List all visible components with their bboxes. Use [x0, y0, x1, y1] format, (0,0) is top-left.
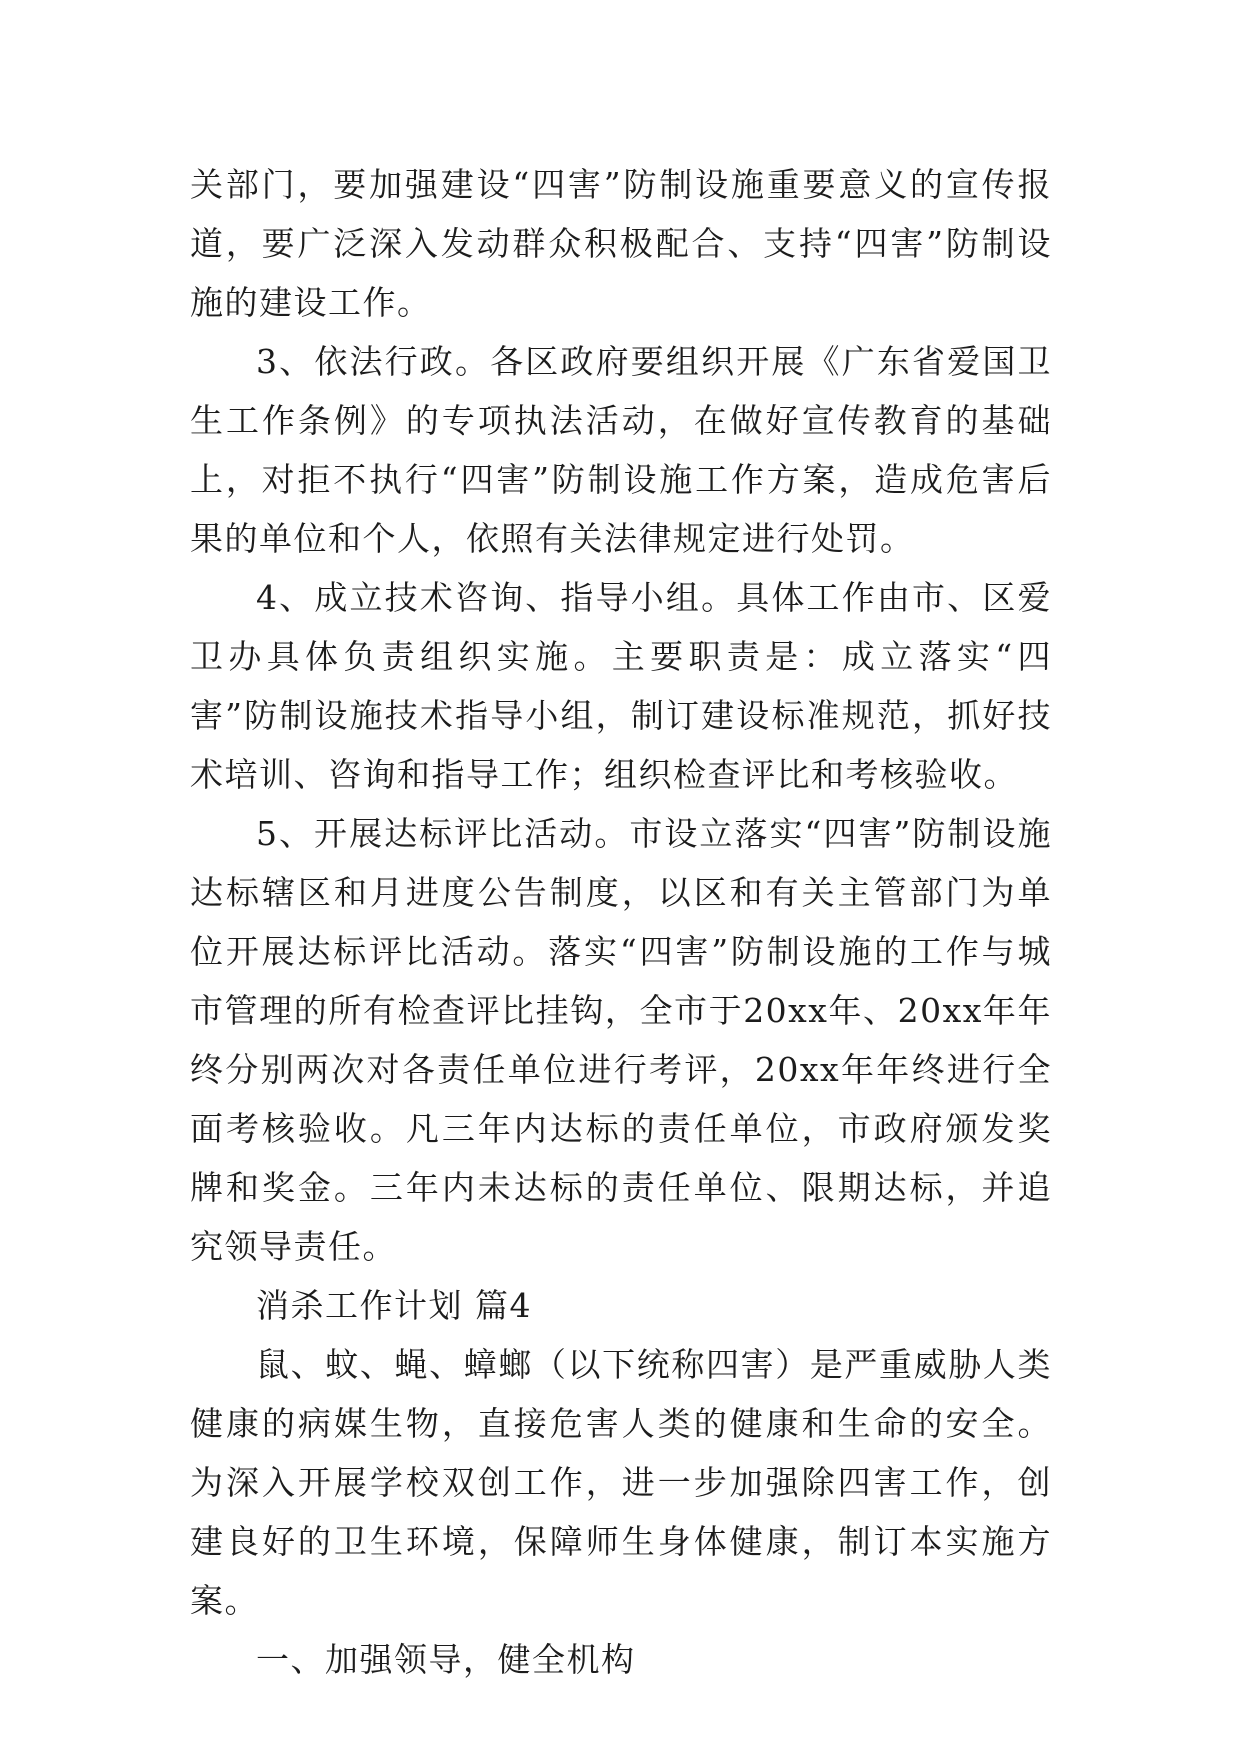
subheading-one: 一、加强领导，健全机构	[256, 1640, 636, 1679]
paragraph-item-5: 5、开展达标评比活动。市设立落实“四害”防制设施达标辖区和月进度公告制度，以区和有关主管部门为单位开展达标评比活动。落实“四害”防制设施的工作与城市管理的所有检查评比挂钩，全市于20xx年、20xx年年终分别两次对各责任单位进行考评，20xx年年终进行全面考核验收。凡三年内达标的责任单位，市政府颁发奖牌和奖金。三年内未达标的责任单位、限期达标，并追究领导责任。	[190, 814, 1052, 1266]
paragraph-continuation: 关部门，要加强建设“四害”防制设施重要意义的宣传报道，要广泛深入发动群众积极配合、支持“四害”防制设施的建设工作。	[190, 165, 1052, 322]
paragraph-intro: 鼠、蚊、蝇、蟑螂（以下统称四害）是严重威胁人类健康的病媒生物，直接危害人类的健康和生命的安全。为深入开展学校双创工作，进一步加强除四害工作，创建良好的卫生环境，保障师生身体健康，制订本实施方案。	[190, 1345, 1052, 1620]
document-body	[190, 155, 1052, 1689]
paragraph-item-4: 4、成立技术咨询、指导小组。具体工作由市、区爱卫办具体负责组织实施。主要职责是：成立落实“四害”防制设施技术指导小组，制订建设标准规范，抓好技术培训、咨询和指导工作；组织检查评比和考核验收。	[190, 578, 1052, 794]
section-heading: 消杀工作计划 篇4	[256, 1286, 532, 1325]
paragraph-item-3: 3、依法行政。各区政府要组织开展《广东省爱国卫生工作条例》的专项执法活动，在做好宣传教育的基础上，对拒不执行“四害”防制设施工作方案，造成危害后果的单位和个人，依照有关法律规定进行处罚。	[190, 342, 1052, 558]
